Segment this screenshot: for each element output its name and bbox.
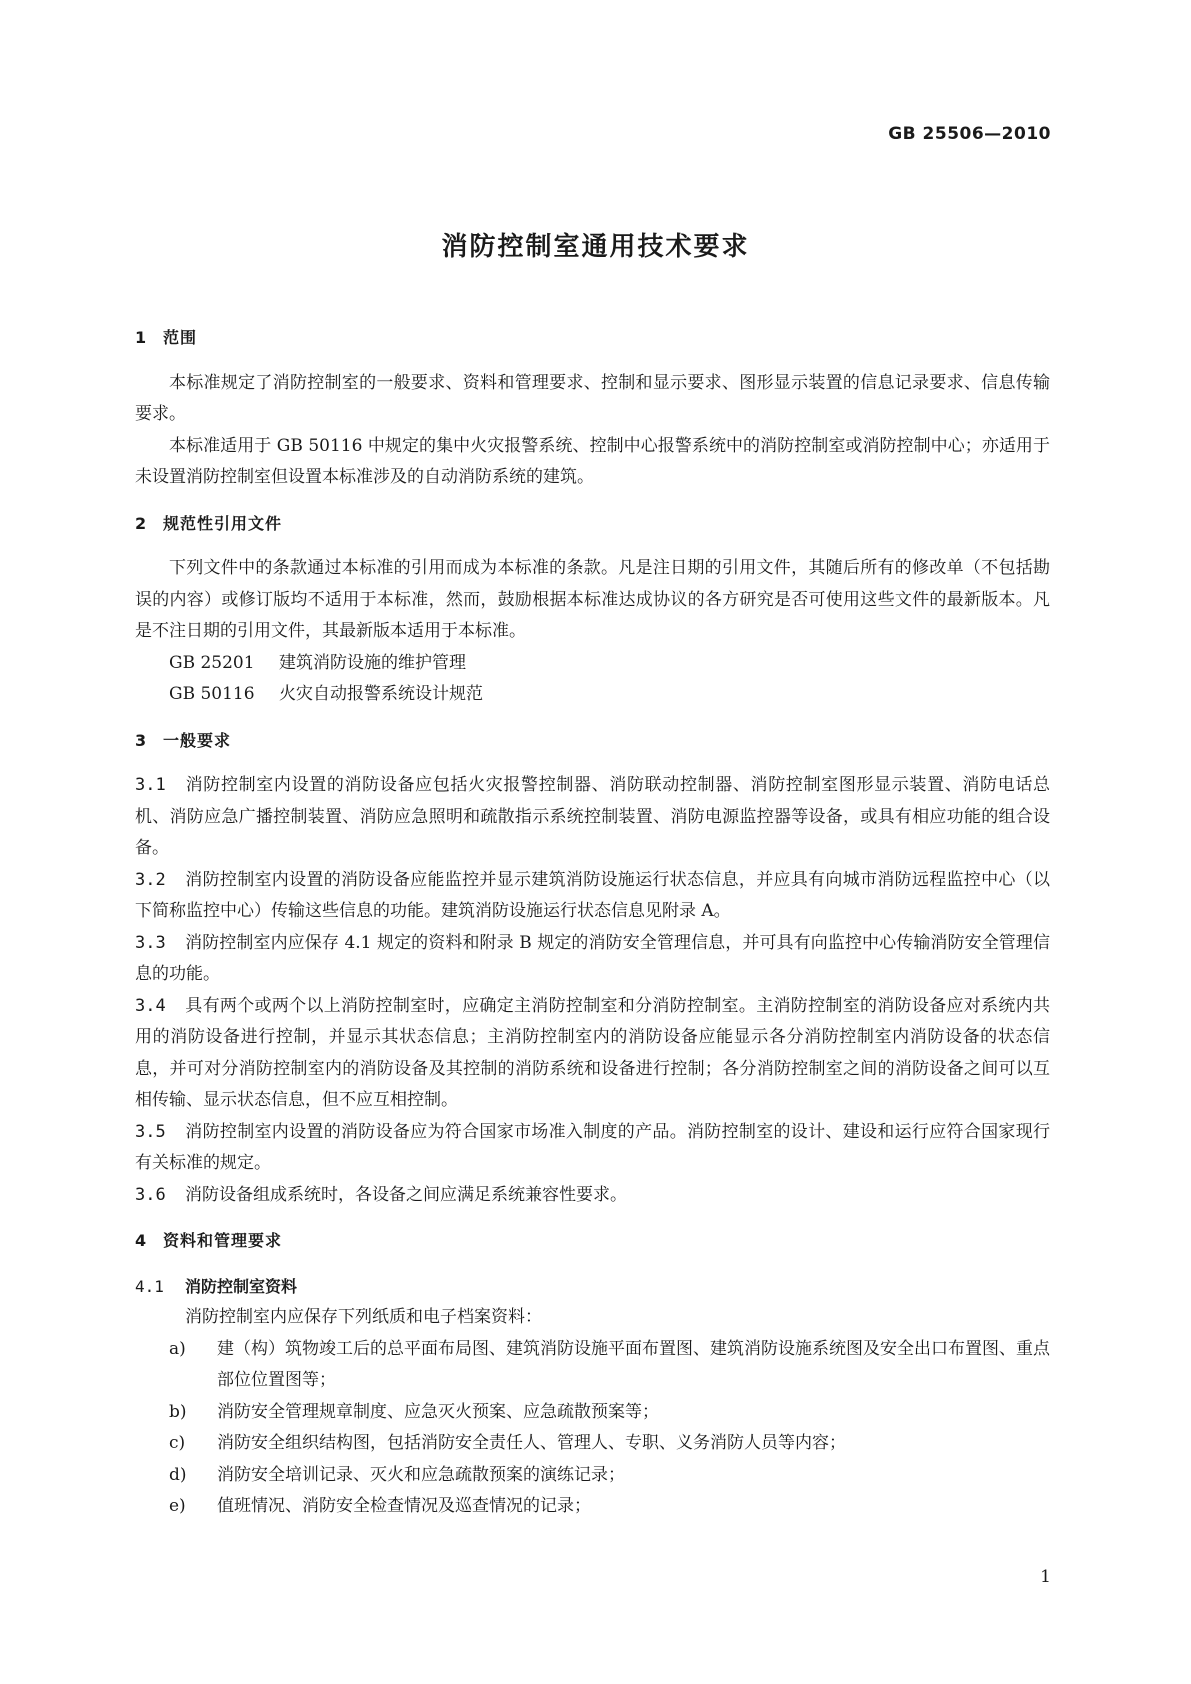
list-item: c) 消防安全组织结构图，包括消防安全责任人、管理人、专职、义务消防人员等内容；: [169, 1433, 846, 1453]
section-general-requirements: [135, 725, 1050, 1212]
clause: 3.6 消防设备组成系统时，各设备之间应满足系统兼容性要求。: [135, 1184, 627, 1205]
section-documentation-management: [135, 1225, 1050, 1523]
clause: 3.4 具有两个或两个以上消防控制室时，应确定主消防控制室和分消防控制室。主消防控制室的消防设备应对系统内共用的消防设备进行控制，并显示其状态信息；主消防控制室内的消防设备应能显示各分消防控制室内消防设备的状态信息，并可对分消防控制室内的消防设备及其控制的消防系统和设备进行控制；各分消防控制室之间的消防设备之间可以互相传输、显示状态信息，但不应互相控制。: [135, 995, 1050, 1110]
clause: 3.2 消防控制室内设置的消防设备应能监控并显示建筑消防设施运行状态信息，并应具有向城市消防远程监控中心（以下简称监控中心）传输这些信息的功能。建筑消防设施运行状态信息见附录 A。: [135, 869, 1050, 921]
list-intro: 消防控制室内应保存下列纸质和电子档案资料：: [185, 1307, 542, 1327]
section-heading: 1 范围: [135, 328, 198, 347]
section-heading: 4 资料和管理要求: [135, 1231, 283, 1250]
subsection-heading: 4.1 消防控制室资料: [135, 1276, 298, 1296]
document-title: 消防控制室通用技术要求: [441, 232, 750, 262]
paragraph: 本标准适用于 GB 50116 中规定的集中火灾报警系统、控制中心报警系统中的消防控制室或消防控制中心；亦适用于未设置消防控制室但设置本标准涉及的自动消防系统的建筑。: [135, 435, 1050, 487]
list-item: a) 建（构）筑物竣工后的总平面布局图、建筑消防设施平面布置图、建筑消防设施系统图及安全出口布置图、重点部位位置图等；: [169, 1338, 1050, 1390]
clause: 3.5 消防控制室内设置的消防设备应为符合国家市场准入制度的产品。消防控制室的设计、建设和运行应符合国家现行有关标准的规定。: [135, 1121, 1050, 1173]
paragraph: 下列文件中的条款通过本标准的引用而成为本标准的条款。凡是注日期的引用文件，其随后所有的修改单（不包括勘误的内容）或修订版均不适用于本标准，然而，鼓励根据本标准达成协议的各方研究是否可使用这些文件的最新版本。凡是不注日期的引用文件，其最新版本适用于本标准。: [135, 558, 1050, 641]
list-item: d) 消防安全培训记录、灭火和应急疏散预案的演练记录；: [169, 1464, 625, 1485]
section-heading: 2 规范性引用文件: [135, 513, 283, 533]
clause: 3.3 消防控制室内应保存 4.1 规定的资料和附录 B 规定的消防安全管理信息，并可具有向监控中心传输消防安全管理信息的功能。: [135, 932, 1050, 984]
clause: 3.1 消防控制室内设置的消防设备应包括火灾报警控制器、消防联动控制器、消防控制室图形显示装置、消防电话总机、消防应急广播控制装置、消防应急照明和疏散指示系统控制装置、消防电源监控器等设备，或具有相应功能的组合设备。: [135, 775, 1050, 858]
paragraph: 本标准规定了消防控制室的一般要求、资料和管理要求、控制和显示要求、图形显示装置的信息记录要求、信息传输要求。: [135, 372, 1050, 424]
section-heading: 3 一般要求: [135, 730, 232, 750]
section-scope: [135, 322, 1050, 494]
page-number: 1: [1040, 1567, 1051, 1587]
list-item: e) 值班情况、消防安全检查情况及巡查情况的记录；: [169, 1496, 591, 1516]
reference-item: GB 50116 火灾自动报警系统设计规范: [169, 684, 483, 704]
reference-item: GB 25201 建筑消防设施的维护管理: [169, 652, 466, 673]
list-item: b) 消防安全管理规章制度、应急灭火预案、应急疏散预案等；: [169, 1401, 659, 1422]
section-normative-references: [135, 508, 1050, 711]
standard-code: GB 25506—2010: [888, 124, 1051, 144]
document-body: [135, 322, 1050, 1535]
